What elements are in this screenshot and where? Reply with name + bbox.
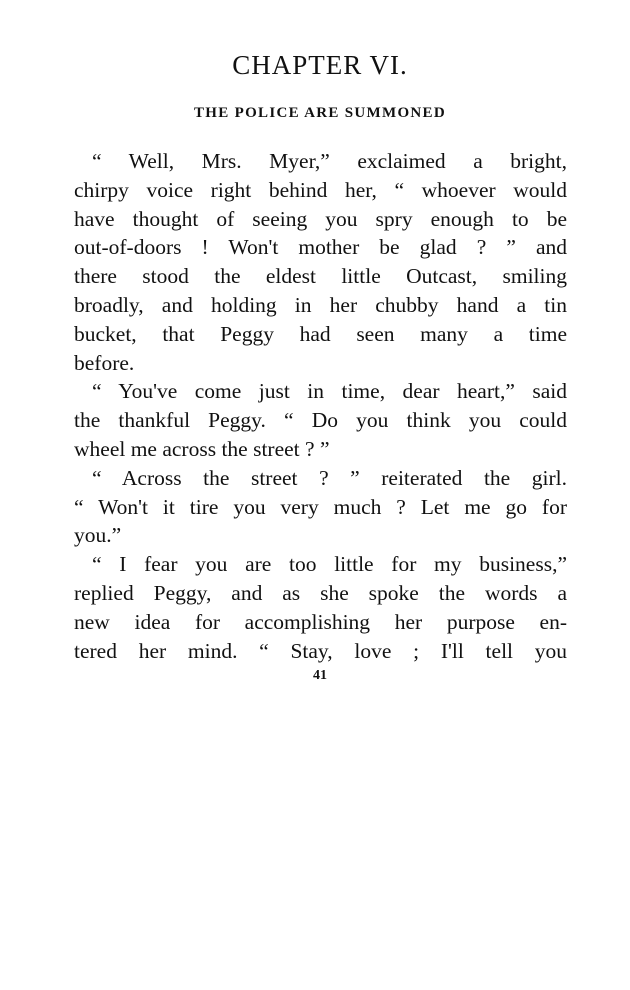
text-line: wheel me across the street ? ” xyxy=(74,436,330,461)
text-line: “ Won't it tire you very much ? Let me go for xyxy=(74,494,567,519)
text-line: the thankful Peggy. “ Do you think you could xyxy=(74,408,567,433)
text-line: out-of-doors ! Won't mother be glad ? ” and xyxy=(74,235,567,260)
text-line: “ Well, Mrs. Myer,” exclaimed a bright, xyxy=(92,149,567,173)
text-line: “ I fear you are too little for my business,” xyxy=(92,552,567,577)
body-text xyxy=(74,147,567,665)
text-line: broadly, and holding in her chubby hand a tin xyxy=(74,292,567,317)
text-line: tered her mind. “ Stay, love ; I'll tell you xyxy=(74,638,567,663)
text-line: new idea for accomplishing her purpose en- xyxy=(74,609,567,634)
page-number: 41 xyxy=(313,668,327,683)
text-line: chirpy voice right behind her, “ whoever would xyxy=(74,177,567,202)
text-line: you.” xyxy=(74,523,122,548)
text-line: replied Peggy, and as she spoke the words a xyxy=(74,580,567,605)
chapter-subtitle: THE POLICE ARE SUMMONED xyxy=(193,105,446,121)
text-line: before. xyxy=(74,350,135,375)
text-line: there stood the eldest little Outcast, smiling xyxy=(74,264,567,289)
chapter-title: CHAPTER VI. xyxy=(232,50,408,80)
text-line: bucket, that Peggy had seen many a time xyxy=(74,321,567,346)
text-line: have thought of seeing you spry enough to be xyxy=(74,206,567,231)
text-line: “ Across the street ? ” reiterated the girl. xyxy=(92,465,567,490)
text-line: “ You've come just in time, dear heart,” said xyxy=(92,379,567,404)
